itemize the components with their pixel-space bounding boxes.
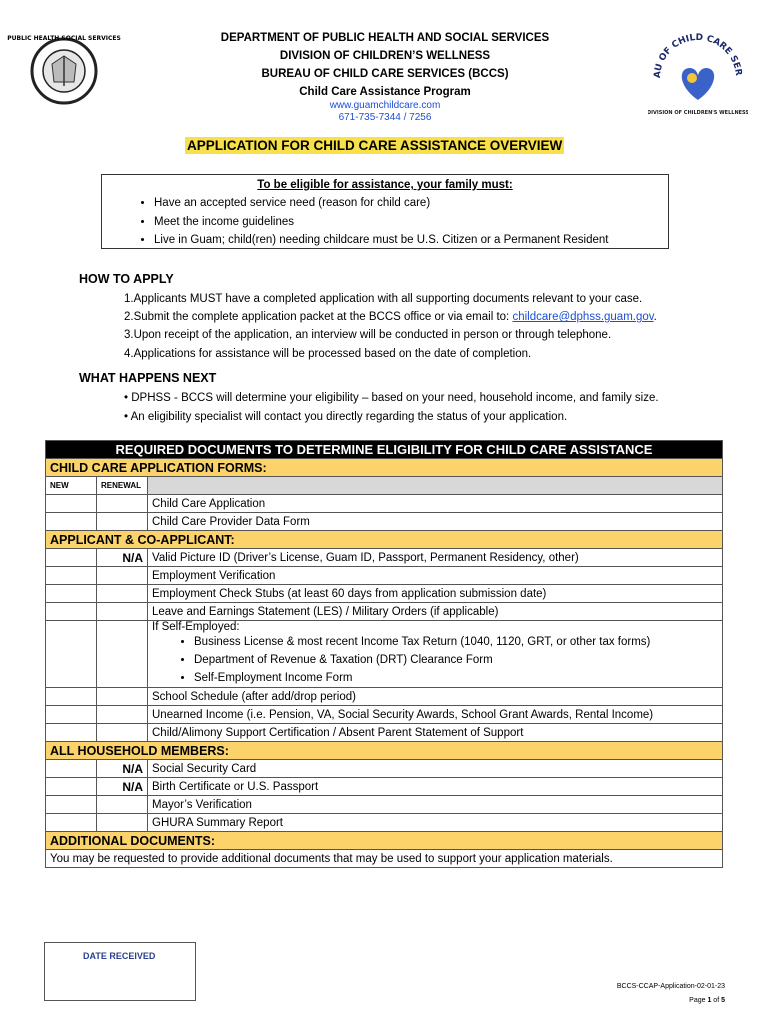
new-checkbox[interactable] [46,495,97,513]
table-row [46,760,723,778]
eligibility-box [101,174,669,249]
list-item: • Department of Revenue & Taxation (DRT) Clearance Form [194,651,718,669]
website-link[interactable]: www.guamchildcare.com [329,100,441,111]
doc-label: Valid Picture ID (Driver’s License, Guam ID, Passport, Permanent Residency, other) [148,549,723,567]
step-1: 1.Applicants MUST have a completed application with all supporting documents relevant to your case. [124,293,643,305]
list-item: • An eligibility specialist will contact you directly regarding the status of your application. [124,411,568,423]
new-checkbox[interactable] [46,760,97,778]
what-happens-next-heading: WHAT HAPPENS NEXT [79,371,217,385]
bureau-name: BUREAU OF CHILD CARE SERVICES (BCCS) [261,68,509,80]
col-new-header: NEW [46,477,97,495]
doc-label: If Self-Employed: [152,621,240,633]
table-row [46,778,723,796]
section-household: ALL HOUSEHOLD MEMBERS: [46,742,723,760]
renewal-checkbox[interactable] [97,567,148,585]
table-row [46,513,723,531]
eligibility-heading: To be eligible for assistance, your family must: [257,179,513,191]
col-renewal-header: RENEWAL [97,477,148,495]
new-checkbox[interactable] [46,706,97,724]
list-item: • DPHSS - BCCS will determine your eligibility – based on your need, household income, and family size. [124,392,659,404]
new-checkbox[interactable] [46,513,97,531]
table-row [46,549,723,567]
doc-label: Employment Check Stubs (at least 60 days from application submission date) [148,585,723,603]
step-3: 3.Upon receipt of the application, an interview will be conducted in person or through telephone. [124,329,612,342]
email-link[interactable]: childcare@dphss.guam.gov [512,311,654,324]
new-checkbox[interactable] [46,567,97,585]
doc-label: Leave and Earnings Statement (LES) / Military Orders (if applicable) [148,603,723,621]
self-employed-list [152,633,718,687]
list-item: • Self-Employment Income Form [194,669,718,687]
doc-label: Child/Alimony Support Certification / Absent Parent Statement of Support [148,724,723,742]
division-name: DIVISION OF CHILDREN’S WELLNESS [279,50,491,62]
step-2-end: . [653,311,657,324]
date-received-label: DATE RECEIVED [83,951,156,961]
department-name: DEPARTMENT OF PUBLIC HEALTH AND SOCIAL SERVICES [220,32,550,44]
renewal-checkbox[interactable] [97,603,148,621]
section-application-forms: CHILD CARE APPLICATION FORMS: [46,459,723,477]
na-label: N/A [97,549,148,567]
table-row [46,814,723,832]
table-row [46,724,723,742]
list-item: • Meet the income guidelines [154,213,608,232]
list-item: • Have an accepted service need (reason for child care) [154,194,608,213]
table-row [46,796,723,814]
table-row [46,706,723,724]
list-item: • Live in Guam; child(ren) needing childcare must be U.S. Citizen or a Permanent Resident [154,231,608,250]
form-id: BCCS-CCAP-Application-02-01-23 [616,983,725,990]
renewal-checkbox[interactable] [97,495,148,513]
renewal-checkbox[interactable] [97,688,148,706]
table-row [46,495,723,513]
table-row [46,567,723,585]
phone-number: 671-735-7344 / 7256 [338,112,432,123]
new-checkbox[interactable] [46,621,97,688]
how-to-apply-steps [124,290,657,363]
self-employed-cell [148,621,723,688]
how-to-apply-heading: HOW TO APPLY [79,272,174,286]
new-checkbox[interactable] [46,724,97,742]
renewal-checkbox[interactable] [97,796,148,814]
renewal-checkbox[interactable] [97,706,148,724]
table-row [46,621,723,688]
renewal-checkbox[interactable] [97,513,148,531]
date-received-box[interactable] [44,942,196,1001]
doc-label: Unearned Income (i.e. Pension, VA, Social Security Awards, School Grant Awards, Rental Income) [148,706,723,724]
program-name: Child Care Assistance Program [299,86,471,98]
doc-label: School Schedule (after add/drop period) [148,688,723,706]
renewal-checkbox[interactable] [97,724,148,742]
logo-text: AU OF CHILD CARE SER [652,32,744,79]
list-item: • Business License & most recent Income Tax Return (1040, 1120, GRT, or other tax forms) [194,633,718,651]
new-checkbox[interactable] [46,585,97,603]
required-documents-table [45,440,723,868]
na-label: N/A [97,760,148,778]
table-row [46,585,723,603]
additional-note: You may be requested to provide additional documents that may be used to support your application materials. [46,850,723,868]
renewal-checkbox[interactable] [97,814,148,832]
new-checkbox[interactable] [46,814,97,832]
table-row [46,688,723,706]
new-checkbox[interactable] [46,688,97,706]
doc-label: Social Security Card [148,760,723,778]
doc-label: Birth Certificate or U.S. Passport [148,778,723,796]
table-row [46,603,723,621]
col-header-blank [148,477,723,495]
doc-label: Child Care Provider Data Form [148,513,723,531]
dphss-seal [7,28,121,114]
what-happens-next-list [124,389,659,427]
eligibility-list [130,194,608,250]
seal-text: PUBLIC HEALTH SOCIAL SERVICES [7,35,121,42]
new-checkbox[interactable] [46,603,97,621]
renewal-checkbox[interactable] [97,585,148,603]
doc-label: Child Care Application [148,495,723,513]
bccs-logo [648,28,748,118]
page-number: Page 1 of 5 [689,997,725,1004]
logo-subtext: DIVISION OF CHILDREN'S WELLNESS [648,110,748,116]
section-applicant: APPLICANT & CO-APPLICANT: [46,531,723,549]
new-checkbox[interactable] [46,778,97,796]
na-label: N/A [97,778,148,796]
doc-label: Employment Verification [148,567,723,585]
renewal-checkbox[interactable] [97,621,148,688]
step-4: 4.Applications for assistance will be processed based on the date of completion. [124,347,532,360]
step-2-text: 2.Submit the complete application packet at the BCCS office or via email to: [124,311,513,324]
doc-label: Mayor’s Verification [148,796,723,814]
required-docs-title: REQUIRED DOCUMENTS TO DETERMINE ELIGIBILITY FOR CHILD CARE ASSISTANCE [46,441,723,459]
new-checkbox[interactable] [46,549,97,567]
new-checkbox[interactable] [46,796,97,814]
doc-label: GHURA Summary Report [148,814,723,832]
page-title: APPLICATION FOR CHILD CARE ASSISTANCE OVERVIEW [187,138,563,153]
section-additional: ADDITIONAL DOCUMENTS: [46,832,723,850]
step-2 [124,308,657,326]
